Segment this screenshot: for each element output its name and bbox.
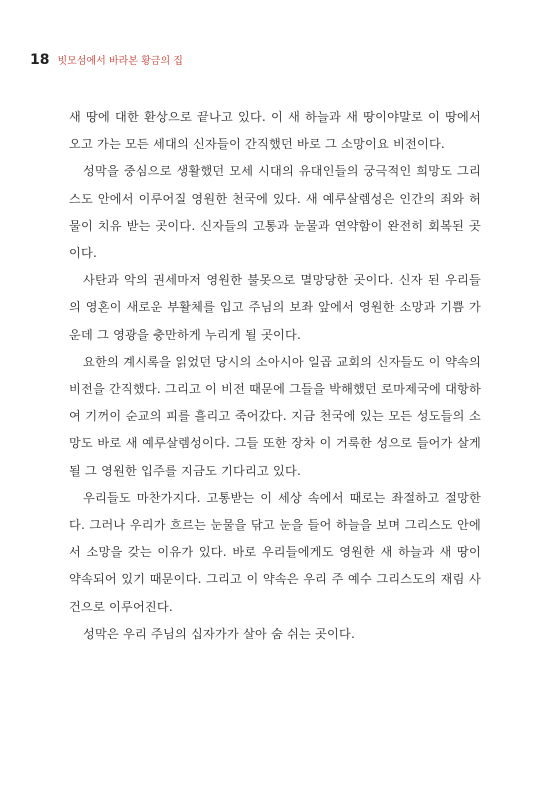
paragraph: 요한의 계시록을 읽었던 당시의 소아시아 일곱 교회의 신자들도 이 약속의 비전을 간직했다. 그리고 이 비전 때문에 그들을 박해했던 로마제국에 대항하여 기꺼이 순교의 피를 흘리고 죽어갔다. 지금 천국에 있는 모든 성도들의 소망도 바로 새 예루살렘성이다. 그들 또한 장차 이 거룩한 성으로 들어가 살게 될 그 영원한 입주를 지금도 기다리고 있다. — [69, 354, 482, 478]
paragraph: 사탄과 악의 권세마저 영원한 불못으로 멸망당한 곳이다. 신자 된 우리들의 영혼이 새로운 부활체를 입고 주님의 보좌 앞에서 영원한 소망과 기쁨 가운데 그 영광을 충만하게 누리게 될 곳이다. — [69, 273, 481, 342]
body-text — [69, 104, 481, 648]
paragraph: 성막을 중심으로 생활했던 모세 시대의 유대인들의 궁극적인 희망도 그리스도 안에서 이루어질 영원한 천국에 있다. 새 예루살렘성은 인간의 죄와 허물이 치유 받는 곳이다. 신자들의 고통과 눈물과 연약함이 완전히 회복된 곳이다. — [69, 164, 481, 261]
paragraph: 성막은 우리 주님의 십자가가 살아 숨 쉬는 곳이다. — [83, 626, 356, 641]
paragraph: 우리들도 마찬가지다. 고통받는 이 세상 속에서 때로는 좌절하고 절망한다. 그러나 우리가 흐르는 눈물을 닦고 눈을 들어 하늘을 보며 그리스도 안에서 소망을 갖는 이유가 있다. 바로 우리들에게도 영원한 새 하늘과 새 땅이 약속되어 있기 때문이다. 그리고 이 약속은 우리 주 예수 그리스도의 재림 사건으로 이루어진다. — [69, 490, 481, 614]
running-title: 빗모섬에서 바라본 황금의 집 — [57, 56, 183, 67]
paragraph-continued: 새 땅에 대한 환상으로 끝나고 있다. 이 새 하늘과 새 땅이야말로 이 땅에서 오고 가는 모든 세대의 신자들이 간직했던 바로 그 소망이요 비전이다. — [69, 110, 481, 152]
page-header — [30, 52, 183, 68]
page-number: 18 — [30, 52, 50, 68]
